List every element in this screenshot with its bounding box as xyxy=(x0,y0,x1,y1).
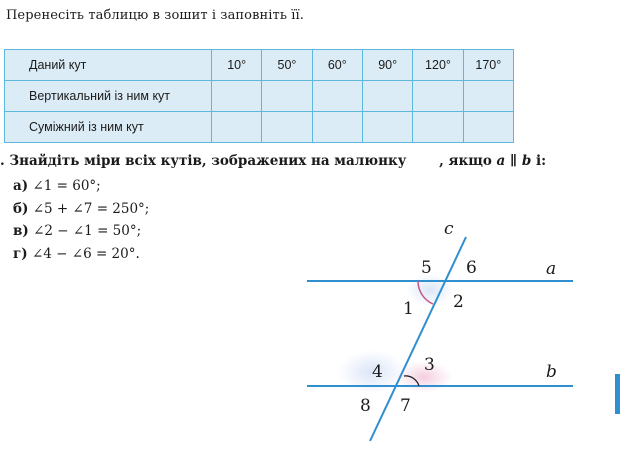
item-label: г) xyxy=(13,245,28,262)
row-label-adjacent: Суміжний із ним кут xyxy=(5,112,212,143)
label-c: c xyxy=(444,219,454,239)
angle-cell: 90° xyxy=(362,50,412,81)
angle-cell: 60° xyxy=(312,50,362,81)
angle-cell: 170° xyxy=(463,50,513,81)
angle-label-4: 4 xyxy=(372,362,383,382)
angle-cell: 10° xyxy=(212,50,262,81)
angle-cell: 120° xyxy=(413,50,463,81)
label-a: a xyxy=(546,259,557,279)
page-edge-marker xyxy=(615,374,620,414)
header-label-cell: Даний кут xyxy=(5,50,212,81)
task-title-end: , якщо xyxy=(439,153,492,169)
line-c xyxy=(370,237,466,441)
angle-label-1: 1 xyxy=(403,299,414,319)
angle-label-7: 7 xyxy=(400,396,411,416)
label-b: b xyxy=(546,362,557,382)
task-title-start: Знайдіть міри всіх кутів, зображених на малюнку xyxy=(9,153,407,169)
angle-label-2: 2 xyxy=(453,292,464,312)
item-text: ∠1 = 60°; xyxy=(32,178,101,194)
angle-cell: 50° xyxy=(262,50,312,81)
task-number: . xyxy=(0,153,5,169)
task-title-tail: і: xyxy=(536,153,547,169)
angle-label-8: 8 xyxy=(360,396,371,416)
angle-label-3: 3 xyxy=(424,355,435,375)
item-label: б) xyxy=(13,200,29,217)
item-label: а) xyxy=(13,178,29,194)
instruction-text: Перенесіть таблицю в зошит і заповніть її. xyxy=(6,8,305,23)
item-text: ∠2 − ∠1 = 50°; xyxy=(33,223,142,239)
angle-label-6: 6 xyxy=(466,258,477,278)
angle-label-5: 5 xyxy=(421,258,432,278)
item-text: ∠5 + ∠7 = 250°; xyxy=(32,200,150,217)
item-label: в) xyxy=(13,223,29,239)
item-text: ∠4 − ∠6 = 20°. xyxy=(31,245,140,262)
task-line-a: a xyxy=(496,153,506,169)
task-line-b: b xyxy=(521,153,532,169)
row-label-vertical: Вертикальний із ним кут xyxy=(5,81,212,112)
parallel-symbol: ∥ xyxy=(510,153,518,169)
